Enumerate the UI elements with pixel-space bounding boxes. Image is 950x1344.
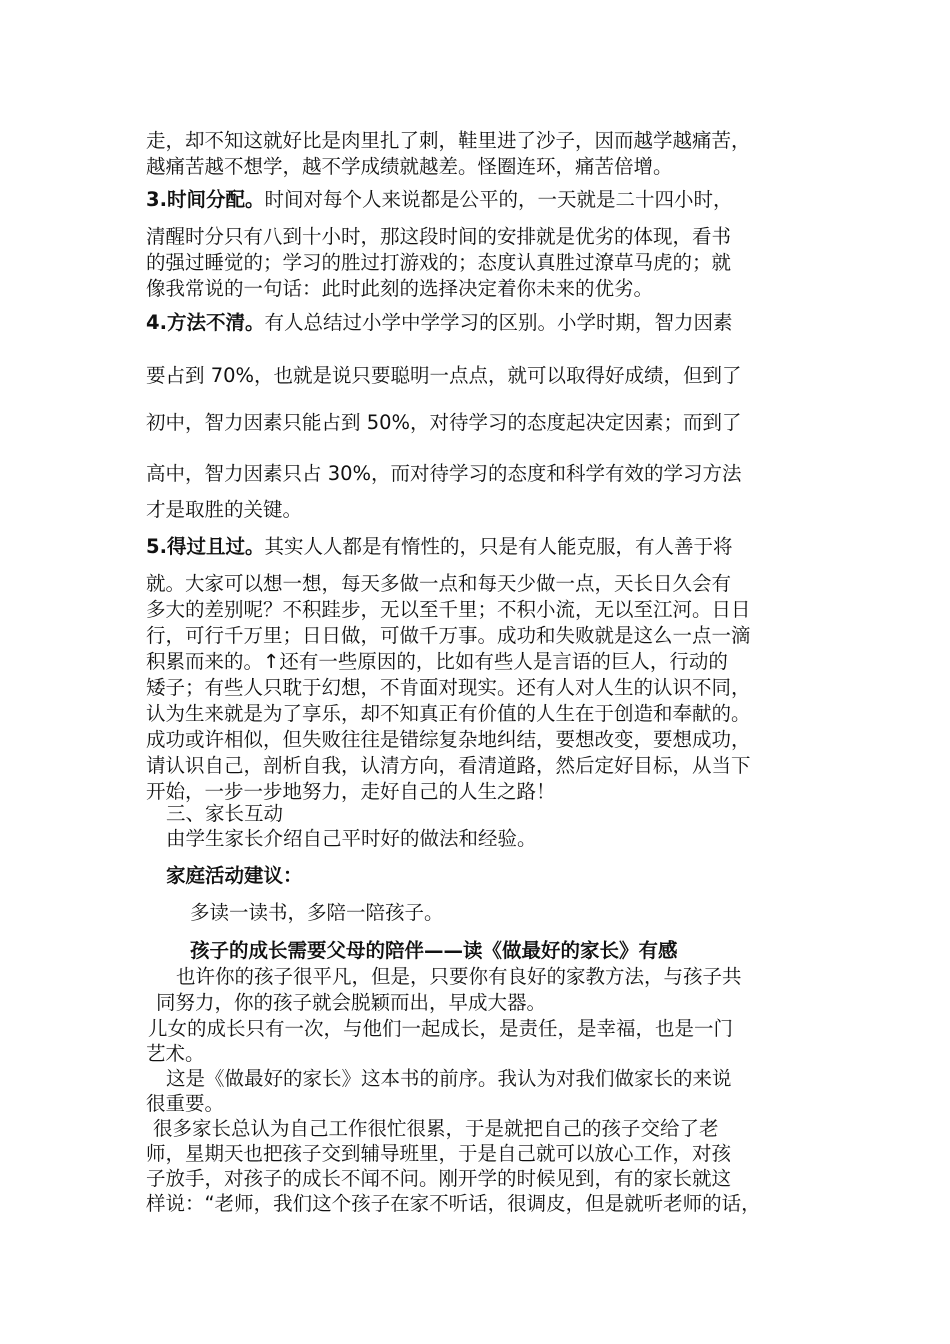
section-title: 三、家长互动 <box>166 802 284 825</box>
text-line: 走，却不知这就好比是肉里扎了刺，鞋里进了沙子，因而越学越痛苦， <box>146 129 751 152</box>
text-line: 很多家长总认为自己工作很忙很累，于是就把自己的孩子交给了老 <box>153 1117 719 1140</box>
text-line <box>146 534 733 560</box>
text-line: 就。大家可以想一想，每天多做一点和每天少做一点，天长日久会有 <box>146 572 732 595</box>
text-line: 高中，智力因素只占 30%，而对待学习的态度和科学有效的学习方法 <box>146 462 742 485</box>
text-line: 开始，一步一步地努力，走好自己的人生之路！ <box>146 780 556 803</box>
section-heading: 5.得过且过。 <box>146 535 265 558</box>
subheading: 家庭活动建议： <box>166 864 303 887</box>
text-line: 初中，智力因素只能占到 50%，对待学习的态度起决定因素；而到了 <box>146 411 742 434</box>
text-line: 这是《做最好的家长》这本书的前序。我认为对我们做家长的来说 <box>166 1067 732 1090</box>
text-line: 也许你的孩子很平凡，但是，只要你有良好的家教方法，与孩子共 <box>176 965 742 988</box>
text-line: 请认识自己，剖析自我，认清方向，看清道路，然后定好目标，从当下 <box>146 754 751 777</box>
text-line: 多大的差别呢？不积跬步，无以至千里；不积小流，无以至江河。日日 <box>146 598 751 621</box>
text-line: 子放手，对孩子的成长不闻不问。刚开学的时候见到，有的家长就这 <box>146 1167 732 1190</box>
text-line: 样说：“老师，我们这个孩子在家不听话，很调皮，但是就听老师的话， <box>146 1192 761 1215</box>
text-line: 艺术。 <box>146 1042 205 1065</box>
text-line: 清醒时分只有八到十小时，那这段时间的安排就是优劣的体现，看书 <box>146 225 732 248</box>
article-title: 孩子的成长需要父母的陪伴——读《做最好的家长》有感 <box>190 939 678 962</box>
text-line: 多读一读书，多陪一陪孩子。 <box>190 901 444 924</box>
text-line: 越痛苦越不想学，越不学成绩就越差。怪圈连环，痛苦倍增。 <box>146 155 673 178</box>
section-heading: 4.方法不清。 <box>146 311 265 334</box>
text-line: 矮子；有些人只耽于幻想，不肯面对现实。还有人对人生的认识不同， <box>146 676 751 699</box>
text-line: 要占到 70%，也就是说只要聪明一点点，就可以取得好成绩，但到了 <box>146 364 742 387</box>
text-line: 认为生来就是为了享乐，却不知真正有价值的人生在于创造和奉献的。 <box>146 702 751 725</box>
text-line: 同努力，你的孩子就会脱颖而出，早成大器。 <box>156 991 547 1014</box>
text-line: 成功或许相似，但失败往往是错综复杂地纠结，要想改变，要想成功， <box>146 728 751 751</box>
text-line <box>146 187 733 213</box>
text-line: 儿女的成长只有一次，与他们一起成长，是责任，是幸福，也是一门 <box>148 1017 734 1040</box>
text-line: 由学生家长介绍自己平时好的做法和经验。 <box>166 827 537 850</box>
text-span: 有人总结过小学中学学习的区别。小学时期，智力因素 <box>264 311 733 334</box>
text-span: 时间对每个人来说都是公平的，一天就是二十四小时， <box>264 188 733 211</box>
text-line: 很重要。 <box>146 1092 225 1115</box>
text-line <box>146 310 733 336</box>
text-line: 积累而来的。↑还有一些原因的，比如有些人是言语的巨人，行动的 <box>146 650 728 673</box>
text-line: 师，星期天也把孩子交到辅导班里，于是自己就可以放心工作，对孩 <box>146 1142 732 1165</box>
section-heading: 3.时间分配。 <box>146 188 265 211</box>
text-span: 其实人人都是有惰性的，只是有人能克服，有人善于将 <box>264 535 733 558</box>
text-line: 才是取胜的关键。 <box>146 498 303 521</box>
text-line: 行，可行千万里；日日做，可做千万事。成功和失败就是这么一点一滴 <box>146 624 751 647</box>
text-line: 像我常说的一句话：此时此刻的选择决定着你未来的优劣。 <box>146 277 654 300</box>
text-line: 的强过睡觉的；学习的胜过打游戏的；态度认真胜过潦草马虎的；就 <box>146 251 732 274</box>
